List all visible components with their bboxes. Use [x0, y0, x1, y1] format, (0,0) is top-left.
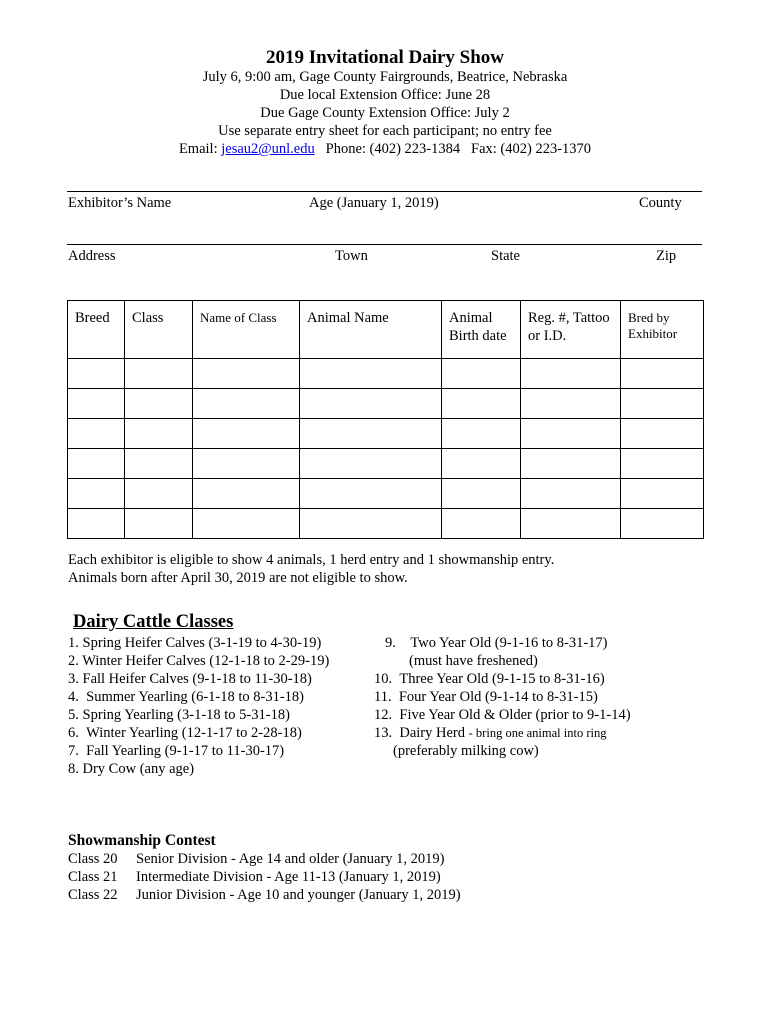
- table-cell[interactable]: [521, 389, 621, 419]
- table-cell[interactable]: [521, 509, 621, 539]
- table-cell[interactable]: [442, 479, 521, 509]
- entry-instructions: Use separate entry sheet for each participant; no entry fee: [218, 123, 552, 139]
- county-due-date: Due Gage County Extension Office: July 2: [260, 105, 510, 121]
- table-cell[interactable]: [442, 509, 521, 539]
- table-header-row: [68, 301, 704, 359]
- table-cell[interactable]: [621, 389, 704, 419]
- local-due-date: Due local Extension Office: June 28: [279, 87, 491, 103]
- table-cell[interactable]: [442, 359, 521, 389]
- table-cell[interactable]: [442, 419, 521, 449]
- table-cell[interactable]: [621, 509, 704, 539]
- list-item: 3. Fall Heifer Calves (9-1-18 to 11-30-18): [68, 671, 312, 687]
- column-header-class: Class: [125, 301, 193, 359]
- table-cell[interactable]: [125, 509, 193, 539]
- table-cell[interactable]: [125, 449, 193, 479]
- table-row: [68, 449, 704, 479]
- list-item: 7. Fall Yearling (9-1-17 to 11-30-17): [68, 743, 285, 759]
- list-item: 10. Three Year Old (9-1-15 to 8-31-16): [374, 671, 605, 687]
- address-label: Address: [68, 248, 116, 264]
- table-cell[interactable]: [68, 419, 125, 449]
- name-entry-line[interactable]: [67, 191, 702, 192]
- table-row: [68, 479, 704, 509]
- table-cell[interactable]: [125, 359, 193, 389]
- list-item: 8. Dry Cow (any age): [68, 761, 195, 777]
- table-row: [68, 389, 704, 419]
- table-cell[interactable]: [193, 359, 300, 389]
- eligibility-note: Each exhibitor is eligible to show 4 animals, 1 herd entry and 1 showmanship entry.: [68, 552, 555, 568]
- list-item: 9. Two Year Old (9-1-16 to 8-31-17): [385, 635, 608, 651]
- table-cell[interactable]: [521, 359, 621, 389]
- county-label: County: [639, 195, 682, 211]
- table-row: [68, 419, 704, 449]
- email-label: Email:: [178, 141, 218, 157]
- table-cell[interactable]: [621, 359, 704, 389]
- table-cell[interactable]: [125, 479, 193, 509]
- list-item: Class 21 Intermediate Division - Age 11-13 (January 1, 2019): [68, 869, 441, 885]
- list-item: 2. Winter Heifer Calves (12-1-18 to 2-29-19): [68, 653, 330, 669]
- birth-date-note: Animals born after April 30, 2019 are not eligible to show.: [68, 570, 408, 586]
- fax-text: Fax: (402) 223-1370: [471, 141, 592, 157]
- column-header-birth-date: Animal Birth date: [442, 301, 521, 359]
- list-item: 5. Spring Yearling (3-1-18 to 5-31-18): [68, 707, 290, 723]
- table-row: [68, 509, 704, 539]
- table-cell[interactable]: [621, 479, 704, 509]
- list-item: (must have freshened): [409, 653, 538, 669]
- table-cell[interactable]: [442, 449, 521, 479]
- table-cell[interactable]: [193, 389, 300, 419]
- animal-entry-table: [67, 300, 704, 539]
- classes-heading: Dairy Cattle Classes: [73, 612, 234, 632]
- state-label: State: [491, 248, 520, 264]
- exhibitor-name-label: Exhibitor’s Name: [68, 195, 172, 211]
- table-row: [68, 359, 704, 389]
- table-cell[interactable]: [300, 479, 442, 509]
- event-details: July 6, 9:00 am, Gage County Fairgrounds, Beatrice, Nebraska: [202, 69, 568, 85]
- table-cell[interactable]: [193, 479, 300, 509]
- table-cell[interactable]: [521, 479, 621, 509]
- town-label: Town: [335, 248, 368, 264]
- table-cell[interactable]: [300, 389, 442, 419]
- list-item: Class 22 Junior Division - Age 10 and younger (January 1, 2019): [68, 887, 461, 903]
- column-header-breed: Breed: [68, 301, 125, 359]
- table-cell[interactable]: [300, 449, 442, 479]
- table-cell[interactable]: [442, 389, 521, 419]
- address-entry-line[interactable]: [67, 244, 702, 245]
- table-cell[interactable]: [300, 419, 442, 449]
- table-cell[interactable]: [68, 389, 125, 419]
- table-cell[interactable]: [621, 419, 704, 449]
- showmanship-heading: Showmanship Contest: [68, 832, 216, 849]
- list-item: 6. Winter Yearling (12-1-17 to 2-28-18): [68, 725, 302, 741]
- table-cell[interactable]: [193, 449, 300, 479]
- table-cell[interactable]: [193, 509, 300, 539]
- column-header-name-of-class: Name of Class: [193, 301, 300, 359]
- column-header-animal-name: Animal Name: [300, 301, 442, 359]
- table-cell[interactable]: [68, 359, 125, 389]
- table-cell[interactable]: [521, 419, 621, 449]
- list-item: 11. Four Year Old (9-1-14 to 8-31-15): [374, 689, 598, 705]
- table-cell[interactable]: [68, 479, 125, 509]
- contact-line: [0, 141, 770, 158]
- table-cell[interactable]: [300, 509, 442, 539]
- zip-label: Zip: [656, 248, 677, 264]
- list-item: 13. Dairy Herd - bring one animal into ring: [374, 725, 607, 741]
- table-cell[interactable]: [521, 449, 621, 479]
- phone-text: Phone: (402) 223-1384: [325, 141, 461, 157]
- table-cell[interactable]: [125, 389, 193, 419]
- column-header-registration: Reg. #, Tattoo or I.D.: [521, 301, 621, 359]
- column-header-bred-by-exhibitor: Bred by Exhibitor: [621, 301, 704, 359]
- list-item: 12. Five Year Old & Older (prior to 9-1-14): [374, 707, 631, 723]
- table-cell[interactable]: [193, 419, 300, 449]
- table-cell[interactable]: [68, 449, 125, 479]
- table-cell[interactable]: [125, 419, 193, 449]
- email-link[interactable]: jesau2@unl.edu: [221, 141, 315, 157]
- table-cell[interactable]: [68, 509, 125, 539]
- table-cell[interactable]: [300, 359, 442, 389]
- list-item: 4. Summer Yearling (6-1-18 to 8-31-18): [68, 689, 305, 705]
- list-item: Class 20 Senior Division - Age 14 and older (January 1, 2019): [68, 851, 445, 867]
- list-item: 1. Spring Heifer Calves (3-1-19 to 4-30-19): [68, 635, 322, 651]
- page-title: 2019 Invitational Dairy Show: [265, 47, 505, 68]
- list-item: (preferably milking cow): [393, 743, 539, 759]
- table-cell[interactable]: [621, 449, 704, 479]
- age-label: Age (January 1, 2019): [309, 195, 439, 211]
